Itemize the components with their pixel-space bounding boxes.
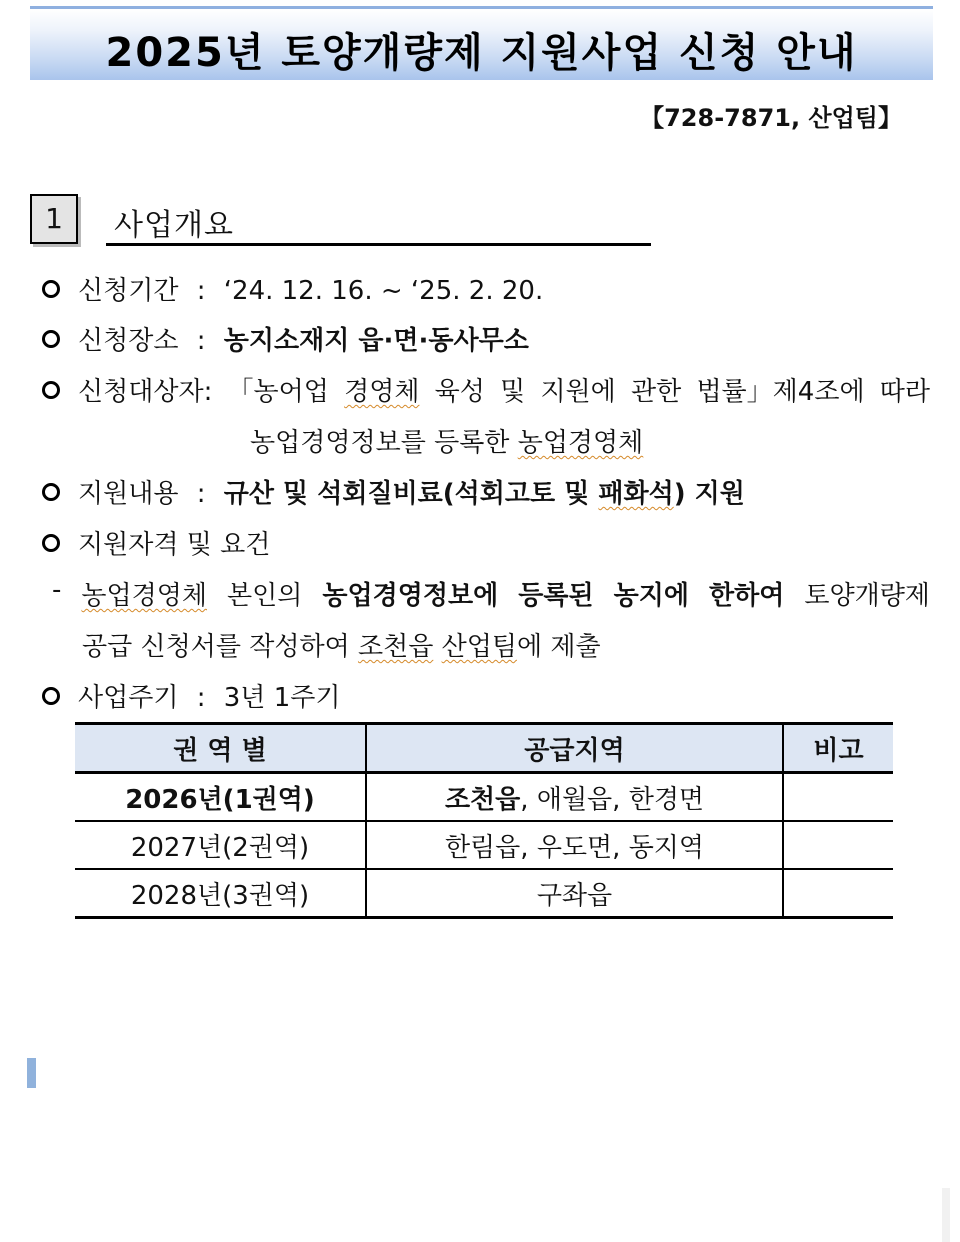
colon: : [196, 683, 206, 713]
target-word: 지원에 [540, 377, 616, 407]
colon: : [196, 276, 206, 306]
circle-bullet-icon [42, 280, 60, 298]
colon: : [196, 326, 206, 356]
qual-detail [52, 575, 930, 612]
qual-word: 등록된 [518, 581, 594, 611]
target-label: 신청대상자: [78, 377, 213, 407]
period-value: ‘24. 12. 16. ~ ‘25. 2. 20. [223, 276, 544, 306]
qual-line2-b: 조천읍 [357, 632, 434, 662]
qual-line2-d: 산업팀 [441, 632, 517, 662]
title-banner [30, 6, 933, 80]
item-content [42, 473, 930, 510]
cell-period: 2028년(3권역) [75, 869, 366, 918]
section-number-box: 1 [30, 194, 78, 244]
target-word: 및 [500, 377, 526, 407]
cell-area-bold: 조천읍 [444, 784, 521, 815]
cell-area [366, 821, 783, 869]
col-header-note: 비고 [783, 724, 893, 773]
schedule-table [75, 722, 893, 919]
cycle-value: 3년 1주기 [223, 683, 341, 713]
circle-bullet-icon [42, 687, 60, 705]
col-header-region: 권 역 별 [75, 724, 366, 773]
cell-area-rest: 구좌읍 [536, 880, 613, 911]
place-value: 농지소재지 읍·면·동사무소 [223, 326, 529, 356]
item-target-cont [250, 422, 643, 459]
qual-word: 한하여 [708, 581, 785, 611]
content-label: 지원내용 [78, 479, 179, 509]
item-qualification [42, 524, 930, 561]
table-row [75, 869, 893, 918]
circle-bullet-icon [42, 534, 60, 552]
item-cycle [42, 677, 930, 714]
target-word: 육성 [434, 377, 485, 407]
table-row [75, 821, 893, 869]
target-line2-a: 농업경영정보를 등록한 [250, 428, 518, 458]
item-target [42, 371, 930, 408]
cell-area [366, 773, 783, 822]
cell-note [783, 869, 893, 918]
qual-line2-c [433, 632, 441, 662]
qual-word: 농업경영정보에 [322, 581, 499, 611]
dash: - [52, 575, 62, 605]
table-row [75, 773, 893, 822]
circle-bullet-icon [42, 381, 60, 399]
circle-bullet-icon [42, 330, 60, 348]
circle-bullet-icon [42, 483, 60, 501]
qual-word: 농업경영체 [81, 581, 207, 611]
item-period [42, 270, 930, 307]
content-value-a: 규산 및 석회질비료(석회고토 및 [223, 479, 599, 509]
target-word: 따라 [879, 377, 930, 407]
content-value-b: 패화석 [598, 479, 674, 509]
target-word: 경영체 [344, 377, 420, 407]
cell-note [783, 821, 893, 869]
target-word: 법률」제4조에 [696, 377, 865, 407]
table-header-row [75, 724, 893, 773]
place-label: 신청장소 [78, 326, 179, 356]
section-marker [27, 1058, 36, 1088]
item-place [42, 320, 930, 357]
cell-area [366, 869, 783, 918]
target-line2-b: 농업경영체 [517, 428, 644, 458]
qual-word: 토양개량제 [804, 581, 930, 611]
qual-label: 지원자격 및 요건 [78, 530, 271, 560]
period-label: 신청기간 [78, 276, 179, 306]
qual-word: 본인의 [227, 581, 303, 611]
qual-line2-a: 공급 신청서를 작성하여 [82, 632, 358, 662]
cell-period: 2027년(2권역) [75, 821, 366, 869]
section-title: 사업개요 [106, 200, 651, 246]
qual-line2-e: 에 제출 [516, 632, 601, 662]
cell-period: 2026년(1권역) [75, 773, 366, 822]
qual-word: 농지에 [613, 581, 689, 611]
cell-area-rest: 한림읍, 우도면, 동지역 [444, 832, 705, 863]
scrollbar[interactable] [942, 1188, 950, 1242]
col-header-area: 공급지역 [366, 724, 783, 773]
cycle-label: 사업주기 [78, 683, 179, 713]
colon: : [196, 479, 206, 509]
contact-info: 【728-7871, 산업팀】 [640, 104, 902, 132]
content-value-c: ) 지원 [673, 479, 745, 509]
target-word: 「농어업 [227, 377, 329, 407]
target-word: 관한 [631, 377, 682, 407]
qual-detail-cont [82, 626, 601, 663]
cell-note [783, 773, 893, 822]
cell-area-rest: , 애월읍, 한경면 [520, 784, 705, 815]
document-title: 2025년 토양개량제 지원사업 신청 안내 [105, 30, 858, 76]
